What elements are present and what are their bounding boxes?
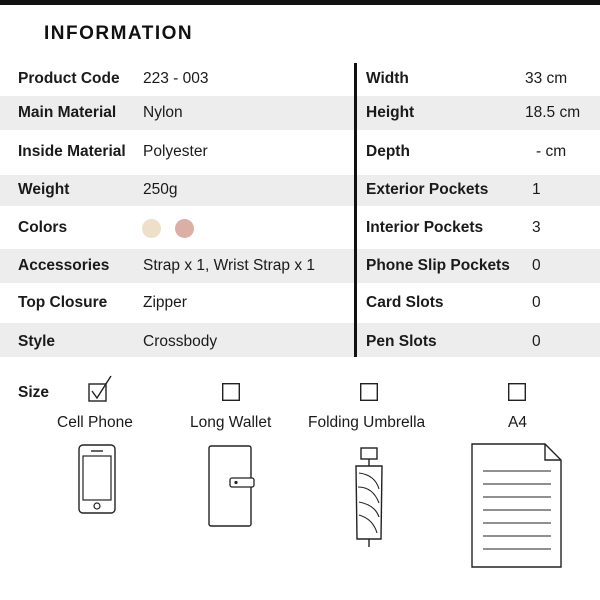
- style-value: Crossbody: [143, 333, 218, 350]
- accessories-value: Strap x 1, Wrist Strap x 1: [143, 257, 315, 274]
- product-code-label: Product Code: [18, 70, 120, 87]
- top-closure-label: Top Closure: [18, 294, 108, 311]
- table-row: [0, 130, 600, 175]
- table-row: [0, 175, 600, 206]
- table-row: [0, 206, 600, 249]
- top-bar: [0, 0, 600, 5]
- inside-material-label: Inside Material: [18, 143, 126, 160]
- phone-slip-pockets-label: Phone Slip Pockets: [366, 257, 510, 274]
- width-label: Width: [366, 70, 409, 87]
- size-option-a4: A4: [508, 414, 527, 431]
- size-option-folding-umbrella: Folding Umbrella: [308, 414, 426, 431]
- table-row: [0, 63, 600, 96]
- weight-label: Weight: [18, 181, 70, 198]
- height-value: 18.5 cm: [525, 104, 581, 121]
- size-checkbox-folding-umbrella[interactable]: [360, 383, 378, 401]
- a4-paper-icon: [471, 443, 563, 569]
- table-row: [0, 283, 600, 323]
- card-slots-value: 0: [532, 294, 541, 311]
- size-checkbox-long-wallet[interactable]: [222, 383, 240, 401]
- size-option-long-wallet: Long Wallet: [190, 414, 272, 431]
- colors-label: Colors: [18, 219, 68, 236]
- column-divider: [354, 63, 357, 357]
- interior-pockets-value: 3: [532, 219, 541, 236]
- table-row: [0, 249, 600, 283]
- main-material-label: Main Material: [18, 104, 117, 121]
- size-checkbox-a4[interactable]: [508, 383, 526, 401]
- color-swatch-beige: [142, 219, 161, 238]
- style-label: Style: [18, 333, 56, 350]
- top-closure-value: Zipper: [143, 294, 187, 311]
- table-row: [0, 96, 600, 130]
- accessories-label: Accessories: [18, 257, 110, 274]
- height-label: Height: [366, 104, 415, 121]
- section-title: INFORMATION: [44, 23, 194, 44]
- phone-slip-pockets-value: 0: [532, 257, 541, 274]
- card-slots-label: Card Slots: [366, 294, 444, 311]
- size-checkbox-cell-phone[interactable]: [88, 375, 114, 403]
- size-label: Size: [18, 384, 50, 401]
- weight-value: 250g: [143, 181, 178, 198]
- folding-umbrella-icon: [351, 447, 387, 549]
- color-swatch-pink: [175, 219, 194, 238]
- width-value: 33 cm: [525, 70, 568, 87]
- main-material-value: Nylon: [143, 104, 183, 121]
- size-option-cell-phone: Cell Phone: [57, 414, 133, 431]
- exterior-pockets-value: 1: [532, 181, 541, 198]
- table-row: [0, 323, 600, 357]
- inside-material-value: Polyester: [143, 143, 208, 160]
- long-wallet-icon: [208, 445, 256, 529]
- cell-phone-icon: [78, 444, 116, 514]
- pen-slots-label: Pen Slots: [366, 333, 437, 350]
- exterior-pockets-label: Exterior Pockets: [366, 181, 489, 198]
- interior-pockets-label: Interior Pockets: [366, 219, 484, 236]
- pen-slots-value: 0: [532, 333, 541, 350]
- depth-value: - cm: [536, 143, 567, 160]
- product-code-value: 223 - 003: [143, 70, 209, 87]
- depth-label: Depth: [366, 143, 410, 160]
